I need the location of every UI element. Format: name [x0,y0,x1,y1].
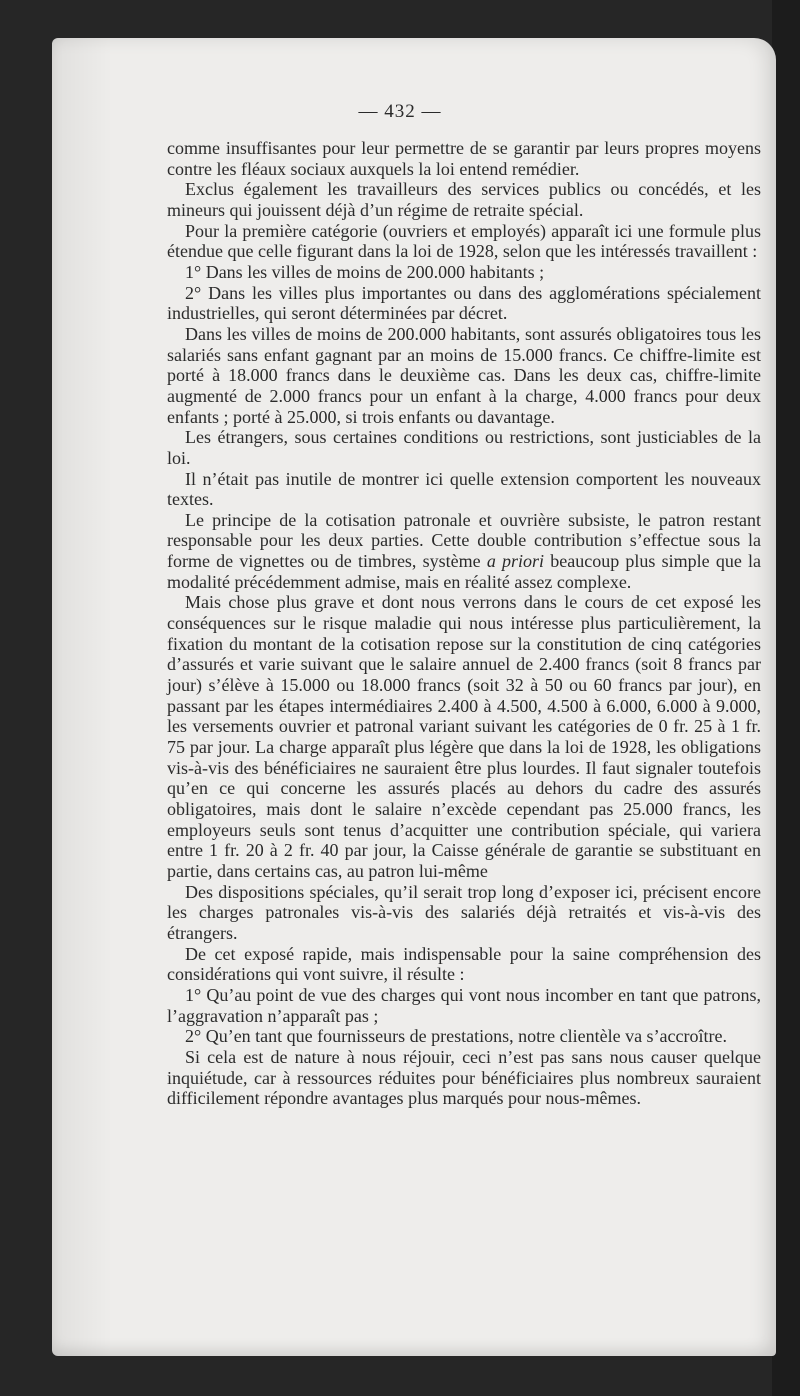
paragraph-first-category: Pour la première catégorie (ouvriers et employés) apparaît ici une formule plus étendue que celle figurant dans la loi de 1928, selon que les intéressés travaillent : [167,220,761,262]
principle-text-before: Le principe de la cotisation patronale et ouvrière subsiste, le patron restant responsable pour les deux parties. Cette double contribution s’effectue sous la forme de vignettes ou de timbres, système [167,509,761,572]
paragraph-salary-limits: Dans les villes de moins de 200.000 habitants, sont assurés obligatoires tous les salariés sans enfant gagnant par an moins de 15.000 francs. Ce chiffre-limite est porté à 18.000 francs dans le deuxième cas. Dans les deux cas, chiffre-limite augmenté de 2.000 francs pour un enfant à la charge, 4.000 francs pour deux enfants ; porté à 25.000, si trois enfants ou davantage. [167,323,761,427]
scan-background [772,0,800,1396]
list-item-2: 2° Dans les villes plus importantes ou dans des agglomérations spécialement industrielles, qui seront déterminées par décret. [167,282,761,324]
principle-text-after: beaucoup plus simple que la modalité précédemment admise, mais en réalité assez complexe. [167,551,761,592]
page-number: — 432 — [358,101,442,122]
paragraph-summary-intro: De cet exposé rapide, mais indispensable pour la saine compréhension des considérations qui vont suivre, il résulte : [167,943,761,985]
conclusion-item-1: 1° Qu’au point de vue des charges qui vont nous incomber en tant que patrons, l’aggravation n’apparaît pas ; [167,984,761,1026]
list-item-1: 1° Dans les villes de moins de 200.000 habitants ; [185,261,545,282]
principle-italic: a priori [486,551,545,572]
paragraph-contribution-categories: Mais chose plus grave et dont nous verrons dans le cours de cet exposé les conséquences sur le risque maladie qui nous intéresse plus particulièrement, la fixation du montant de la cotisation repose sur la constitution de cinq catégories d’assurés et varie suivant que le salaire annuel de 2.400 francs (soit 8 francs par jour) s’élève à 15.000 ou 18.000 francs (soit 32 à 50 ou 60 francs par jour), en passant par les étapes intermédiaires 2.400 à 4.500, 4.500 à 6.000, 6.000 à 9.000, les versements ouvrier et patronal variant suivant les catégories de 0 fr. 25 à 1 fr. 75 par jour. La charge apparaît plus légère que dans la loi de 1928, les obligations vis-à-vis des bénéficiaires ne sauraient être plus lourdes. Il faut signaler toutefois qu’en ce qui concerne les assurés placés au dehors du cadre des assurés obligatoires, mais dont le salaire n’excède cependant pas 25.000 francs, les employeurs seuls sont tenus d’acquitter une contribution spéciale, qui variera entre 1 fr. 20 à 2 fr. 40 par jour, la Caisse générale de garantie se substituant en partie, dans certains cas, au patron lui-même [167,592,761,881]
body-text [167,138,761,1109]
paragraph-extension: Il n’était pas inutile de montrer ici quelle extension comportent les nouveaux textes. [167,468,761,510]
conclusion-item-2: 2° Qu’en tant que fournisseurs de prestations, notre clientèle va s’accroître. [185,1026,728,1047]
paragraph-exclusions: Exclus également les travailleurs des services publics ou concédés, et les mineurs qui jouissent déjà d’un régime de retraite spécial. [167,179,761,220]
paragraph-special-provisions: Des dispositions spéciales, qu’il serait trop long d’exposer ici, précisent encore les charges patronales vis-à-vis des salariés déjà retraités et vis-à-vis des étrangers. [167,881,761,943]
paragraph-foreigners: Les étrangers, sous certaines conditions ou restrictions, sont justiciables de la loi. [167,427,761,468]
paragraph-closing: Si cela est de nature à nous réjouir, ceci n’est pas sans nous causer quelque inquiétude, car à ressources réduites pour bénéficiaires plus nombreux sauraient difficilement répondre avantages plus marqués pour nous-mêmes. [167,1046,761,1109]
page-gutter-shadow [52,38,112,1356]
paragraph-principle [167,510,761,593]
paragraph-continuation: comme insuffisantes pour leur permettre de se garantir par leurs propres moyens contre les fléaux sociaux auxquels la loi entend remédier. [167,138,761,179]
